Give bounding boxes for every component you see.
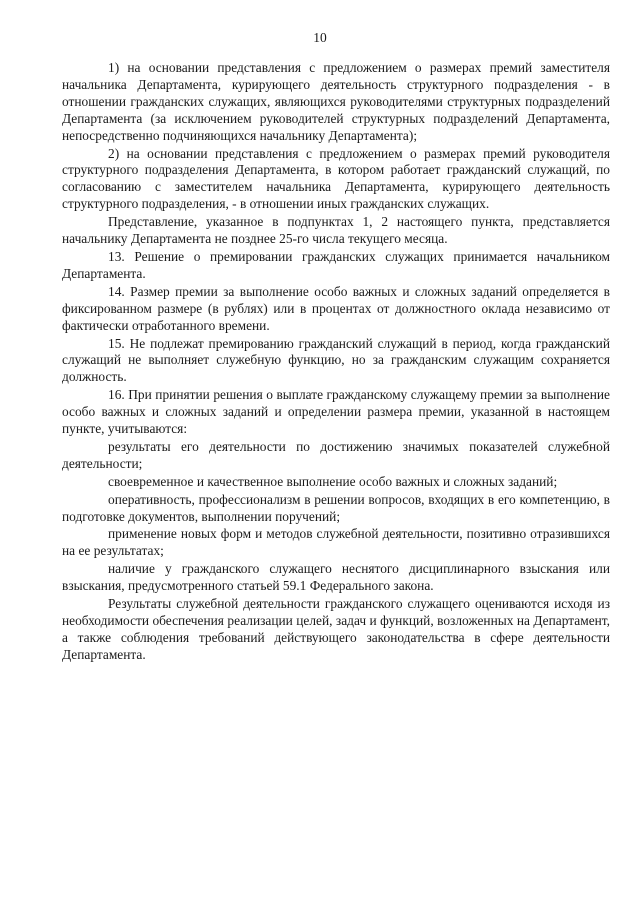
paragraph-item-16: 16. При принятии решения о выплате гражданскому служащему премии за выполнение особо важных и сложных заданий и определении размера премии, указанной в настоящем пункте, учитываются: <box>62 387 610 437</box>
page-number: 10 <box>313 30 327 45</box>
paragraph-subitem-1: 1) на основании представления с предложением о размерах премий заместителя начальника Департамента, курирующего деятельность структурного подразделения - в отношении гражданских служащих, являющихся руководителями структурных подразделений Департамента (за исключением руководителей структурных подразделений Департамента, непосредственно подчиняющихся начальнику Департамента); <box>62 60 610 143</box>
paragraph-item-14: 14. Размер премии за выполнение особо важных и сложных заданий определяется в фиксированном размере (в рублях) или в процентах от должностного оклада независимо от фактически отработанного времени. <box>62 283 610 333</box>
paragraph-item-13: 13. Решение о премировании гражданских служащих принимается начальником Департамента. <box>62 248 610 281</box>
paragraph-evaluation: Результаты служебной деятельности гражданского служащего оцениваются исходя из необходимости обеспечения реализации целей, задач и функций, возложенных на Департамент, а также соблюдения требований действующего законодательства в сфере деятельности Департамента. <box>62 596 610 662</box>
criteria-item-timeliness: своевременное и качественное выполнение особо важных и сложных заданий; <box>108 473 558 489</box>
paragraph-subitem-2: 2) на основании представления с предложением о размерах премий руководителя структурного подразделения Департамента, в котором работает гражданский служащий, по согласованию с заместителем начальника Департамента, курирующего деятельность структурного подразделения, - в отношении иных гражданских служащих. <box>62 145 610 212</box>
criteria-item-efficiency: оперативность, профессионализм в решении вопросов, входящих в его компетенцию, в подготовке документов, выполнении поручений; <box>62 491 610 524</box>
criteria-item-disciplinary: наличие у гражданского служащего неснятого дисциплинарного взыскания или взыскания, предусмотренного статьей 59.1 Федерального закона. <box>62 561 610 594</box>
criteria-item-new-methods: применение новых форм и методов служебной деятельности, позитивно отразившихся на ее результатах; <box>62 526 610 559</box>
paragraph-submission-note: Представление, указанное в подпунктах 1, 2 настоящего пункта, представляется начальнику Департамента не позднее 25-го числа текущего месяца. <box>62 214 610 247</box>
criteria-item-results: результаты его деятельности по достижению значимых показателей служебной деятельности; <box>62 438 610 471</box>
paragraph-item-15: 15. Не подлежат премированию гражданский служащий в период, когда гражданский служащий не выполняет служебную функцию, но за гражданским служащим сохраняется должность. <box>62 335 610 385</box>
document-body <box>62 60 610 664</box>
